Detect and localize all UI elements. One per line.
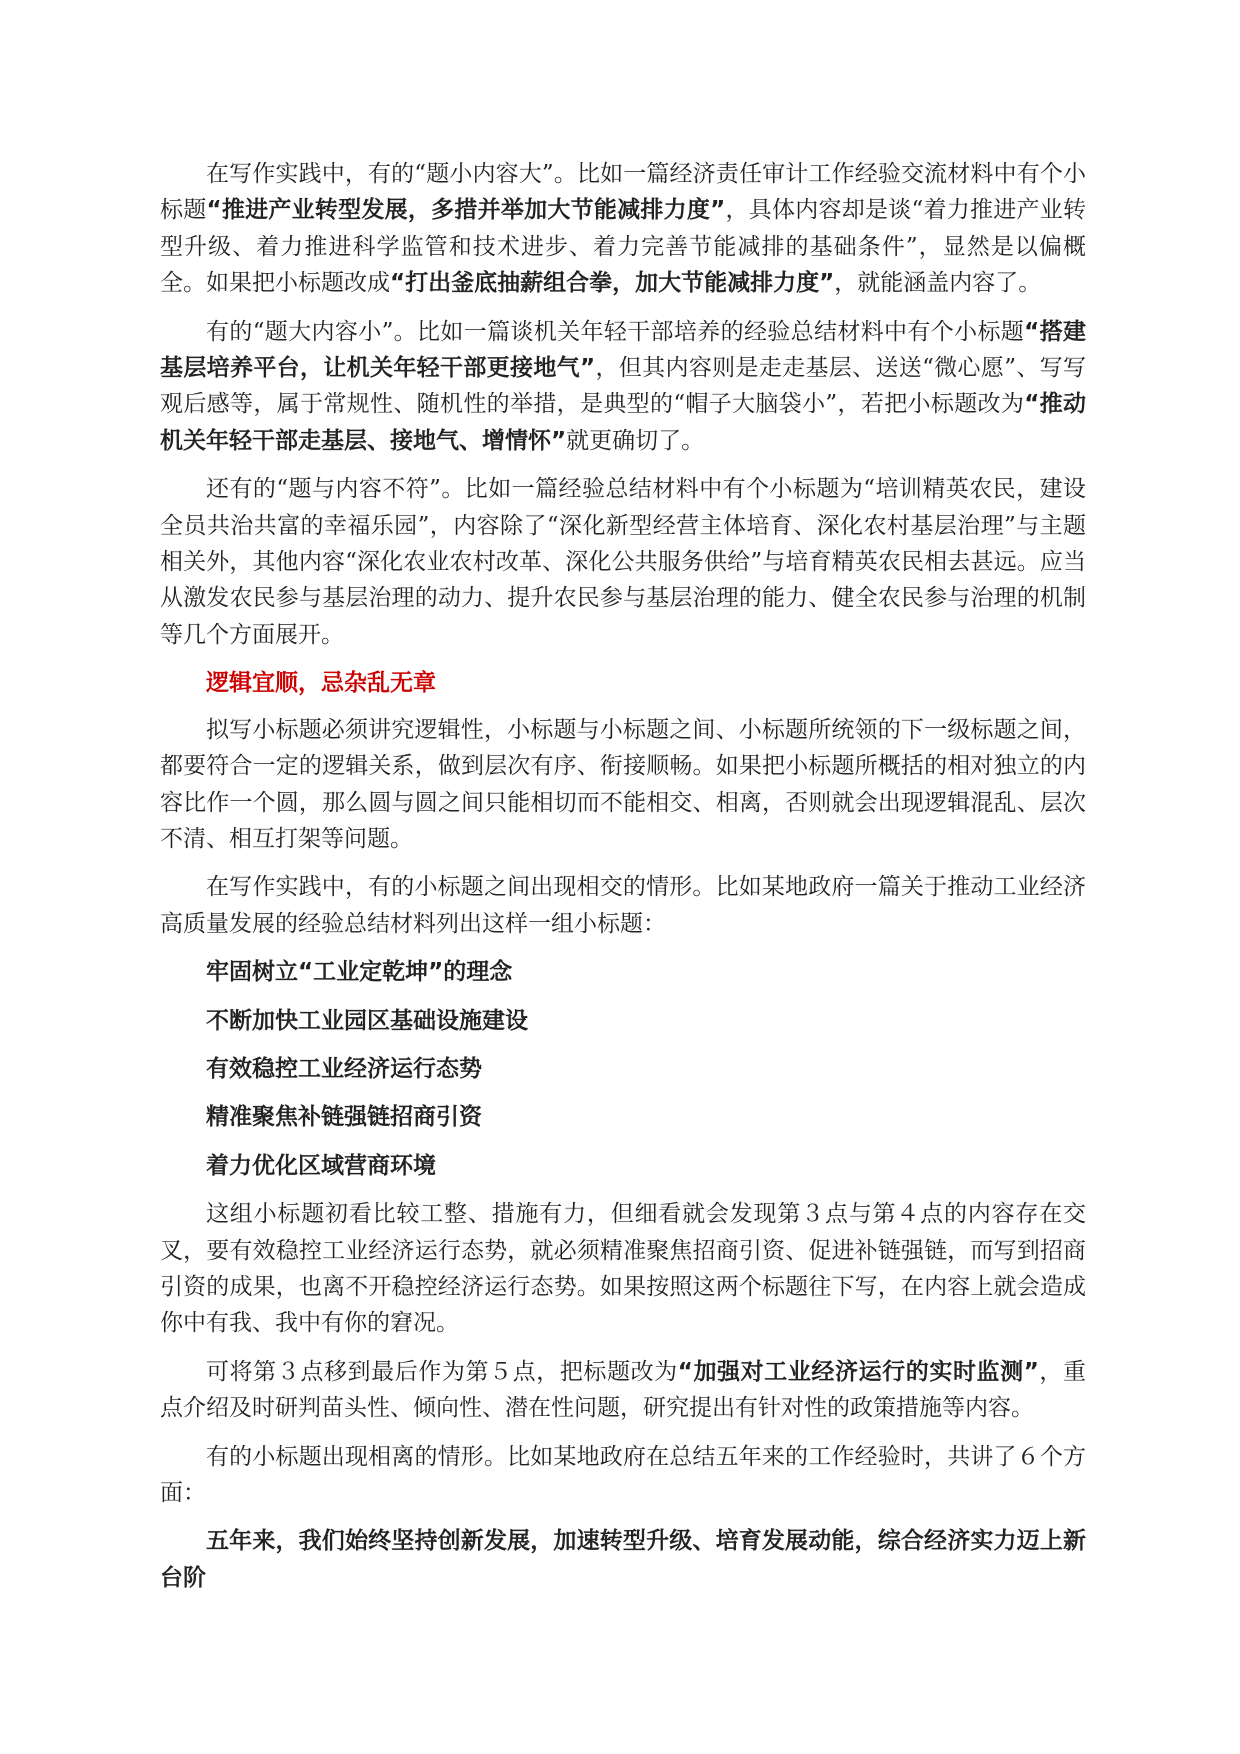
paragraph-fix-suggestion [160, 1354, 1086, 1427]
example-subheading: 着力优化区域营商环境 [206, 1152, 436, 1179]
text: 有的“题大内容小”。比如一篇谈机关年轻干部培养的经验总结材料中有个小标题 [206, 318, 1025, 345]
text: ，但其内容则是走走基层、送送“微心愿”、写写观后感等，属于常规性、随机性的举措，是典型的“帽子大脑袋小”，若把小标题改为 [160, 355, 1086, 418]
text: ，具体内容却是谈“着力推进产业转型升级、着力推进科学监管和技术进步、着力完善节能减排的基础条件”，显然是以偏概全。如果把小标题改成 [160, 197, 1086, 297]
paragraph-logic-intro: 拟写小标题必须讲究逻辑性，小标题与小标题之间、小标题所统领的下一级标题之间，都要符合一定的逻辑关系，做到层次有序、衔接顺畅。如果把小标题所概括的相对独立的内容比作一个圆，那么圆与圆之间只能相切而不能相交、相离，否则就会出现逻辑混乱、层次不清、相互打架等问题。 [160, 716, 1086, 852]
text: 就更确切了。 [566, 427, 705, 454]
bold-subheading-quote: “推进产业转型发展，多措并举加大节能减排力度” [206, 197, 726, 224]
bold-subheading-quote: “推动机关年轻干部走基层、接地气、增情怀” [160, 391, 1086, 454]
paragraph-separate-example: 有的小标题出现相离的情形。比如某地政府在总结五年来的工作经验时，共讲了６个方面： [160, 1443, 1086, 1506]
text: ，就能涵盖内容了。 [834, 270, 1042, 297]
paragraph-intersect-example: 在写作实践中，有的小标题之间出现相交的情形。比如某地政府一篇关于推动工业经济高质量发展的经验总结材料列出这样一组小标题： [160, 874, 1086, 937]
text: 可将第３点移到最后作为第５点，把标题改为 [206, 1358, 678, 1385]
example-subheading-long: 五年来，我们始终坚持创新发展，加速转型升级、培育发展动能，综合经济实力迈上新台阶 [160, 1528, 1086, 1591]
example-subheading: 不断加快工业园区基础设施建设 [206, 1007, 528, 1034]
paragraph-topic-too-small [160, 156, 1086, 302]
bold-subheading-quote: “打出釜底抽薪组合拳，加大节能减排力度” [390, 270, 835, 297]
text: ，重点介绍及时研判苗头性、倾向性、潜在性问题，研究提出有针对性的政策措施等内容。 [160, 1358, 1087, 1422]
paragraph-topic-mismatch: 还有的“题与内容不符”。比如一篇经验总结材料中有个小标题为“培训精英农民，建设全员共治共富的幸福乐园”，内容除了“深化新型经营主体培育、深化农村基层治理”与主题相关外，其他内容“深化农业农村改革、深化公共服务供给”与培育精英农民相去甚远。应当从激发农民参与基层治理的动力、提升农民参与基层治理的能力、健全农民参与治理的机制等几个方面展开。 [160, 476, 1086, 648]
example-subheading: 有效稳控工业经济运行态势 [206, 1055, 482, 1082]
paragraph-analysis: 这组小标题初看比较工整、措施有力，但细看就会发现第３点与第４点的内容存在交叉，要有效稳控工业经济运行态势，就必须精准聚焦招商引资、促进补链强链，而写到招商引资的成果，也离不开稳控经济运行态势。如果按照这两个标题往下写，在内容上就会造成你中有我、我中有你的窘况。 [160, 1201, 1086, 1337]
example-subheading: 精准聚焦补链强链招商引资 [206, 1104, 482, 1131]
bold-subheading-quote: “加强对工业经济运行的实时监测” [677, 1358, 1039, 1385]
bold-subheading-quote: “搭建基层培养平台，让机关年轻干部更接地气” [160, 318, 1086, 382]
paragraph-topic-too-big [160, 314, 1086, 460]
section-heading-logic: 逻辑宜顺，忌杂乱无章 [206, 670, 436, 697]
text: 在写作实践中，有的“题小内容大”。比如一篇经济责任审计工作经验交流材料中有个小标题 [160, 161, 1086, 224]
example-subheading: 牢固树立“工业定乾坤”的理念 [206, 959, 513, 986]
